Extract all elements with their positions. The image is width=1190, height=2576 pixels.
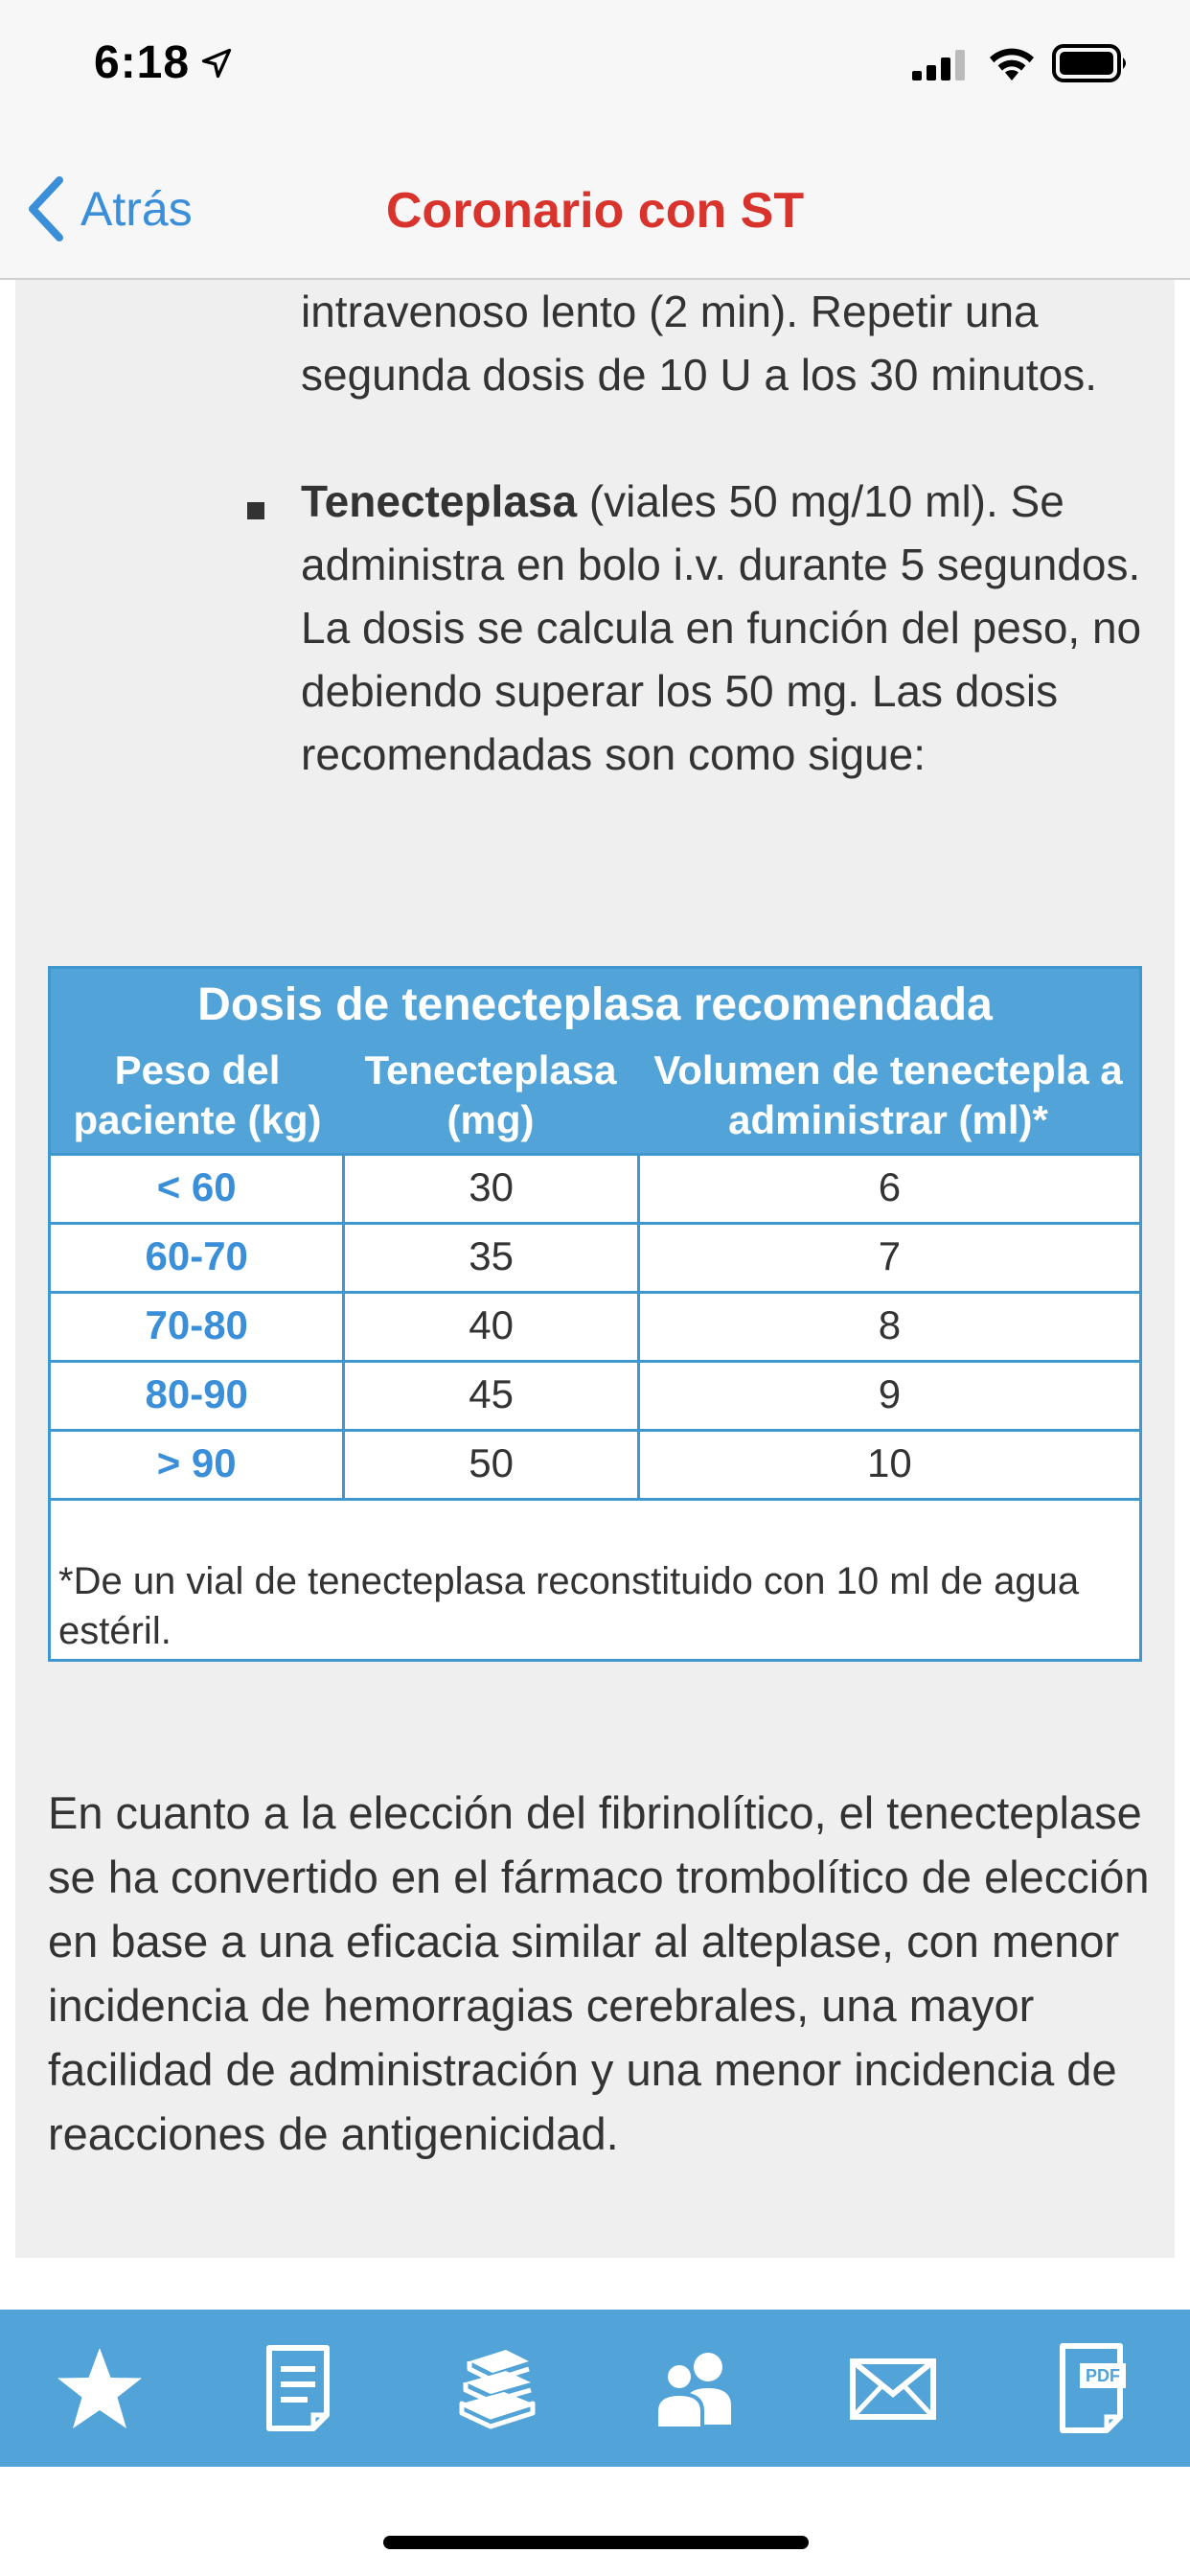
status-time: 6:18 bbox=[94, 37, 191, 88]
table-cell: 45 bbox=[345, 1363, 639, 1429]
table-cell: 60-70 bbox=[51, 1225, 345, 1291]
svg-text:PDF: PDF bbox=[1085, 2366, 1120, 2385]
page-title: Coronario con ST bbox=[385, 183, 805, 239]
mail-icon bbox=[845, 2340, 941, 2436]
tab-favorites[interactable] bbox=[37, 2326, 162, 2450]
header-cell-weight: Peso del paciente (kg) bbox=[73, 1047, 322, 1142]
pdf-icon bbox=[1043, 2340, 1139, 2436]
table-cell: > 90 bbox=[51, 1432, 345, 1498]
home-indicator[interactable] bbox=[383, 2536, 809, 2549]
table-header bbox=[51, 969, 1139, 1153]
table-cell: 9 bbox=[878, 1371, 902, 1416]
table-cell: 50 bbox=[345, 1432, 639, 1498]
bullet-bold-term: Tenecteplasa bbox=[301, 476, 578, 526]
tab-bar bbox=[0, 2310, 1190, 2467]
table-footnote: *De un vial de tenecteplasa reconstituido con 10 ml de agua estéril. bbox=[51, 1498, 1139, 1659]
status-bar bbox=[0, 0, 1190, 144]
table-row bbox=[51, 1429, 1139, 1498]
tab-notes[interactable] bbox=[236, 2326, 360, 2450]
navigation-bar bbox=[0, 144, 1190, 280]
table-cell: 8 bbox=[878, 1302, 902, 1347]
tab-mail[interactable] bbox=[831, 2326, 955, 2450]
table-cell: 70-80 bbox=[51, 1294, 345, 1360]
tab-library[interactable] bbox=[434, 2326, 559, 2450]
tab-contacts[interactable] bbox=[632, 2326, 757, 2450]
back-label: Atrás bbox=[80, 182, 193, 236]
document-icon bbox=[250, 2340, 346, 2436]
content-area[interactable] bbox=[15, 280, 1175, 2258]
paragraph-fragment: intravenoso lento (2 min). Repetir una segunda dosis de 10 U a los 30 minutos. bbox=[301, 287, 1098, 400]
battery-icon bbox=[1052, 44, 1129, 82]
table-cell: 30 bbox=[345, 1156, 639, 1222]
bullet-item-tenecteplasa bbox=[301, 470, 1144, 786]
table-header-row bbox=[51, 1046, 1139, 1153]
bullet-text: (viales 50 mg/10 ml). Se administra en bolo i.v. durante 5 segundos. La dosis se calcula en función del peso, no debiendo superar los 50 mg. Las dosis recomendadas son como sigue: bbox=[301, 476, 1142, 779]
wifi-icon bbox=[987, 44, 1037, 82]
table-row bbox=[51, 1222, 1139, 1291]
table-cell: 35 bbox=[345, 1225, 639, 1291]
header-cell-dose: Tenecteplasa (mg) bbox=[364, 1047, 617, 1142]
location-arrow-icon bbox=[199, 46, 234, 80]
cellular-signal-icon bbox=[912, 50, 966, 80]
dose-table bbox=[48, 966, 1142, 1662]
table-cell: 80-90 bbox=[51, 1363, 345, 1429]
table-cell: 10 bbox=[867, 1440, 912, 1485]
table-row bbox=[51, 1153, 1139, 1222]
table-cell: 40 bbox=[345, 1294, 639, 1360]
table-cell: 7 bbox=[878, 1233, 902, 1278]
users-icon bbox=[647, 2340, 743, 2436]
table-cell: 6 bbox=[878, 1164, 902, 1209]
table-row bbox=[51, 1291, 1139, 1360]
table-row bbox=[51, 1360, 1139, 1429]
star-icon bbox=[52, 2340, 148, 2436]
table-cell: < 60 bbox=[51, 1156, 345, 1222]
bullet-marker bbox=[247, 502, 264, 519]
tab-pdf[interactable] bbox=[1029, 2326, 1154, 2450]
table-title: Dosis de tenecteplasa recomendada bbox=[197, 979, 993, 1030]
header-cell-volume: Volumen de tenectepla a administrar (ml)* bbox=[653, 1047, 1123, 1142]
books-icon bbox=[448, 2340, 544, 2436]
closing-paragraph: En cuanto a la elección del fibrinolítico, el tenecteplase se ha convertido en el fármaco trombolítico de elección en base a una eficacia similar al alteplase, con menor incidencia de hemorragias cerebrales, una mayor facilidad de administración y una menor incidencia de reacciones de antigenicidad. bbox=[48, 1787, 1150, 2159]
